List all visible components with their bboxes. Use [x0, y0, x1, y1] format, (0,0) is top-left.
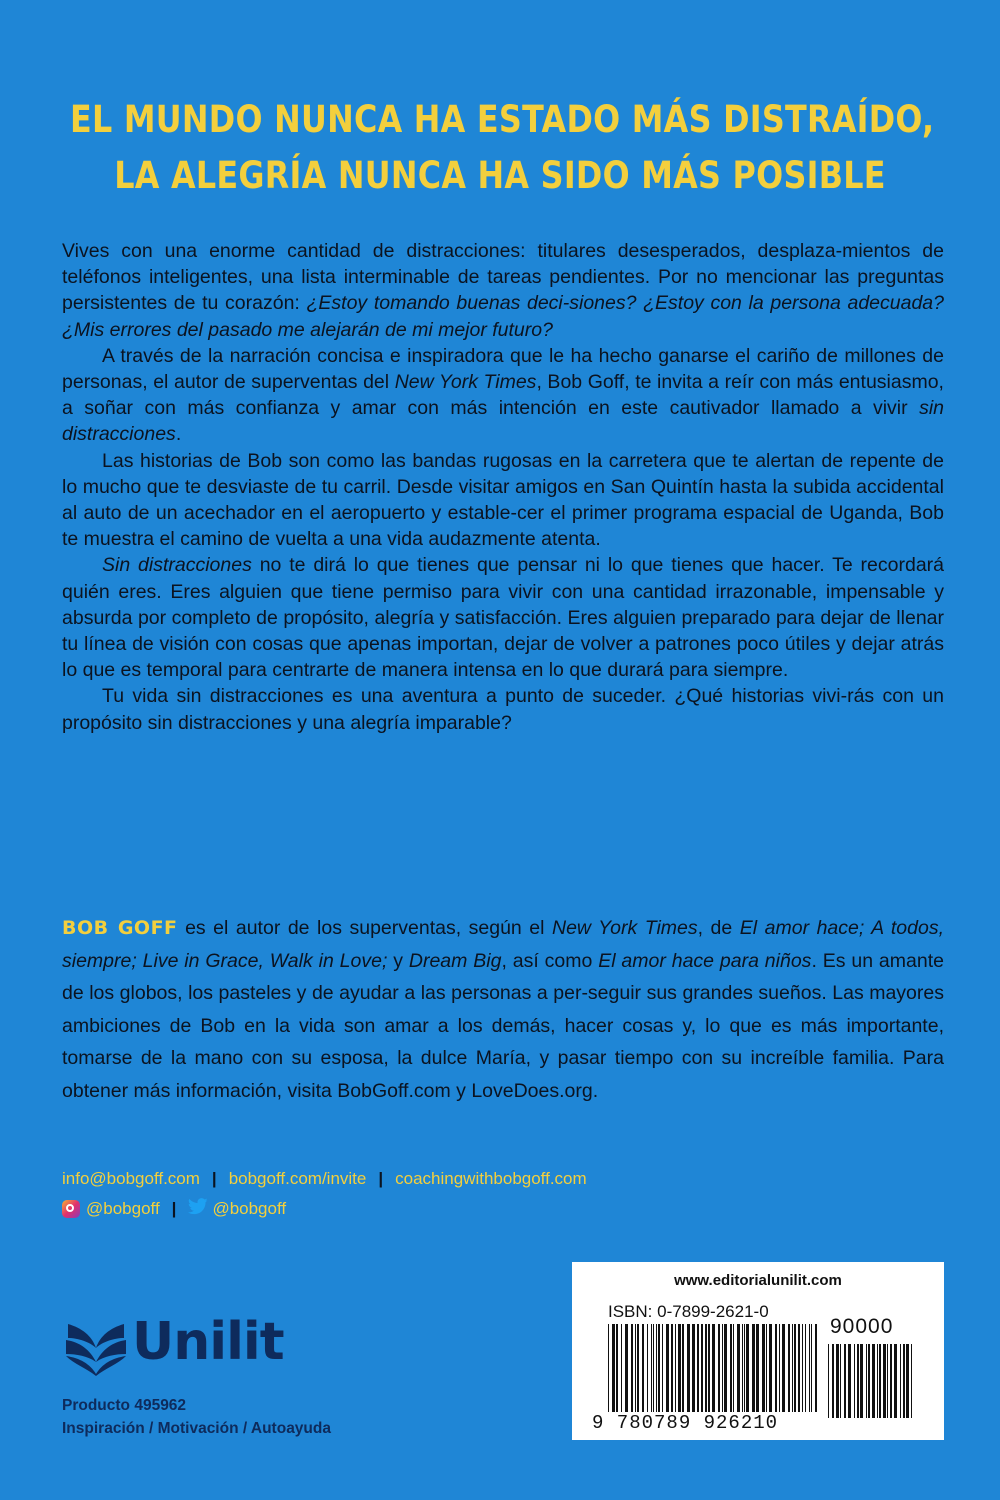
barcode-bar: [900, 1344, 901, 1418]
barcode-bar: [752, 1324, 755, 1412]
barcode-bar: [906, 1344, 909, 1418]
barcode-bar: [722, 1324, 723, 1412]
p1-text: Vives con una enorme cantidad de distracciones: titulares desesperados, desplaza-mientos de teléfonos inteligentes, una lista interminable de tareas pendientes. Por no mencionar las preguntas persistentes de tu corazón:: [62, 240, 944, 315]
barcode-bar: [802, 1324, 803, 1412]
barcode-bar: [762, 1324, 765, 1412]
barcode-bar: [844, 1344, 846, 1418]
barcode-bar: [903, 1344, 905, 1418]
bio-text-5: y: [387, 949, 409, 972]
headline-line-1: EL MUNDO NUNCA HA ESTADO MÁS DISTRAÍDO,: [70, 98, 935, 141]
barcode-bar: [848, 1344, 851, 1418]
author-bio: [62, 912, 944, 1108]
separator: |: [211, 1169, 217, 1188]
barcode-bar: [730, 1324, 732, 1412]
product-number: Producto 495962: [62, 1397, 187, 1414]
invite-link[interactable]: bobgoff.com/invite: [228, 1169, 367, 1188]
barcode-bar: [651, 1324, 652, 1412]
barcode-bar: [697, 1324, 699, 1412]
p4-title: Sin distracciones: [102, 554, 252, 577]
barcode-bar: [794, 1324, 796, 1412]
unilit-logo: [62, 1308, 322, 1388]
barcode-bar: [658, 1324, 660, 1412]
bio-kids-title: El amor hace para niños: [598, 949, 812, 972]
synopsis-paragraph-1: [62, 238, 944, 343]
barcode-bar: [742, 1324, 743, 1412]
barcode-bar: [872, 1344, 875, 1418]
barcode-bar: [828, 1344, 829, 1418]
barcode-bar: [766, 1324, 767, 1412]
barcode-bar: [854, 1344, 855, 1418]
price-code: 90000: [830, 1315, 894, 1338]
contact-row-web: [62, 1164, 587, 1194]
barcode-bar: [746, 1324, 749, 1412]
isbn-text: ISBN: 0-7899-2621-0: [608, 1302, 769, 1321]
synopsis: [62, 238, 944, 736]
barcode-bar: [737, 1324, 740, 1412]
barcode-bar: [642, 1324, 644, 1412]
barcode-bar: [911, 1344, 912, 1418]
synopsis-paragraph-5: Tu vida sin distracciones es una aventura a punto de suceder. ¿Qué historias vivi-rás con un propósito sin distracciones y una alegría imparable?: [62, 685, 944, 734]
barcode-bar: [712, 1324, 715, 1412]
barcode-bar: [798, 1324, 800, 1412]
barcode-bar: [662, 1324, 663, 1412]
twitter-handle[interactable]: @bobgoff: [212, 1199, 287, 1218]
barcode-bar: [621, 1324, 622, 1412]
bio-dream-big: Dream Big: [408, 949, 502, 972]
synopsis-paragraph-3: Las historias de Bob son como las bandas rugosas en la carretera que te alertan de repente de lo mucho que te desviaste de tu carril. Desde visitar amigos en San Quintín hasta la subida accidental al auto de un acechador en el aeropuerto y estable-cer el primer programa espacial de Uganda, Bob te muestra el camino de vuelta a una vida audazmente atenta.: [62, 449, 944, 551]
barcode-bar: [890, 1344, 892, 1418]
barcode-bar: [637, 1324, 639, 1412]
barcode-bar: [724, 1324, 727, 1412]
bio-text-3: , de: [697, 917, 740, 939]
author-name: BOB GOFF: [62, 917, 178, 939]
barcode-bar: [635, 1324, 636, 1412]
barcode-bar: [779, 1324, 780, 1412]
isbn-barcode: [608, 1324, 820, 1412]
bio-titles: El amor hace; A todos, siempre; Live in Grace, Walk in Love;: [62, 917, 944, 972]
contact-links: [62, 1164, 587, 1224]
barcode-bar: [631, 1324, 633, 1412]
publisher-url: www.editorialunilit.com: [674, 1272, 842, 1289]
barcode-bar: [840, 1344, 841, 1418]
unilit-emblem-icon: [62, 1314, 130, 1378]
barcode-bar: [682, 1324, 684, 1412]
barcode-bar: [756, 1324, 759, 1412]
instagram-handle[interactable]: @bobgoff: [86, 1199, 160, 1218]
barcode-bar: [653, 1324, 654, 1412]
email-link[interactable]: info@bobgoff.com: [62, 1169, 200, 1188]
p2-text-a: A través de la narración concisa e inspiradora que le ha hecho ganarse el cariño de millones de personas, el autor de superventas del: [62, 344, 944, 394]
unilit-wordmark: Unilit: [132, 1312, 284, 1372]
bio-text-7: , así como: [501, 949, 599, 972]
instagram-icon: [62, 1200, 80, 1218]
barcode-bar: [868, 1344, 870, 1418]
barcode-bar: [656, 1324, 657, 1412]
barcode-digits: 9 780789 926210: [592, 1412, 779, 1434]
barcode-bar: [687, 1324, 690, 1412]
barcode-bar: [809, 1324, 810, 1412]
barcode-bar: [866, 1344, 867, 1418]
barcode-bar: [708, 1324, 710, 1412]
bio-text-9: . Es un amante de los globos, los pasteles y de ayudar a las personas a per-seguir sus grandes sueños. Las mayores ambiciones de Bob en la vida son amar a los demás, hacer cosas y, lo que es más importante, tomarse de la mano con su esposa, la dulce María, y pasar tiempo con su increíble familia. Para obtener más información, visita BobGoff.com y LoveDoes.org.: [62, 949, 944, 1102]
p1-questions: ¿Estoy tomando buenas deci-siones? ¿Estoy con la persona adecuada? ¿Mis errores del pasado me alejarán de mi mejor futuro?: [62, 292, 944, 341]
synopsis-paragraph-2: [62, 343, 944, 448]
product-info: [62, 1394, 331, 1440]
p2-title: sin distracciones: [62, 397, 944, 446]
barcode-bar: [769, 1324, 772, 1412]
barcode-bar: [887, 1344, 888, 1418]
p2-text-e: .: [175, 423, 182, 446]
barcode-bar: [701, 1324, 703, 1412]
barcode-bar: [883, 1344, 886, 1418]
p2-text-c: , Bob Goff, te invita a reír con más entusiasmo, a soñar con más confianza y amar con más intención en este cautivador llamado a vivir: [62, 371, 944, 420]
product-category: Inspiración / Motivación / Autoayuda: [62, 1420, 331, 1437]
barcode-bar: [671, 1324, 673, 1412]
coaching-link[interactable]: coachingwithbobgoff.com: [395, 1169, 587, 1188]
barcode-bar: [775, 1324, 777, 1412]
headline: [70, 92, 935, 204]
barcode-bar: [666, 1324, 669, 1412]
barcode-bar: [616, 1324, 618, 1412]
barcode-bar: [625, 1324, 628, 1412]
barcode-bar: [832, 1344, 834, 1418]
separator: |: [171, 1199, 177, 1218]
barcode-bar: [788, 1324, 790, 1412]
contact-row-social: [62, 1194, 587, 1224]
barcode-bar: [879, 1344, 881, 1418]
barcode-bar: [608, 1324, 609, 1412]
barcode-bar: [894, 1344, 897, 1418]
barcode-bar: [733, 1324, 734, 1412]
barcode-bar: [782, 1324, 785, 1412]
barcode-bar: [678, 1324, 681, 1412]
p2-nyt: New York Times: [394, 371, 537, 394]
barcode-bar: [692, 1324, 695, 1412]
barcode-bar: [836, 1344, 839, 1418]
barcode-bar: [877, 1344, 878, 1418]
barcode-bar: [811, 1324, 812, 1412]
barcode-bar: [860, 1344, 863, 1418]
separator: |: [378, 1169, 384, 1188]
barcode-bar: [647, 1324, 648, 1412]
barcode-bar: [857, 1344, 859, 1418]
barcode-bar: [805, 1324, 806, 1412]
barcode-bar: [792, 1324, 793, 1412]
barcode-bar: [675, 1324, 676, 1412]
barcode-bar: [705, 1324, 707, 1412]
bio-nyt: New York Times: [552, 917, 698, 939]
barcode-bar: [718, 1324, 720, 1412]
twitter-icon: [188, 1198, 208, 1220]
bio-text-1: es el autor de los superventas, según el: [177, 917, 552, 939]
barcode-bar: [815, 1324, 817, 1412]
p4-text: no te dirá lo que tienes que pensar ni lo que tienes que hacer. Te recordará quién eres. Eres alguien que tiene permiso para vivir con una cantidad irrazonable, impensable y absurda por completo de propósito, alegría y satisfacción. Eres alguien preparado para dejar de llenar tu línea de visión con cosas que apenas importan, dejar de volver a patrones poco útiles y dejar atrás lo que es temporal para centrarte de manera intensa en lo que durará para siempre.: [62, 554, 945, 682]
synopsis-paragraph-4: [62, 552, 944, 683]
barcode-bar: [612, 1324, 615, 1412]
barcode-bar: [744, 1324, 745, 1412]
headline-line-2: LA ALEGRÍA NUNCA HA SIDO MÁS POSIBLE: [114, 154, 886, 197]
addon-barcode: [828, 1344, 914, 1418]
barcode-panel: [572, 1262, 944, 1440]
